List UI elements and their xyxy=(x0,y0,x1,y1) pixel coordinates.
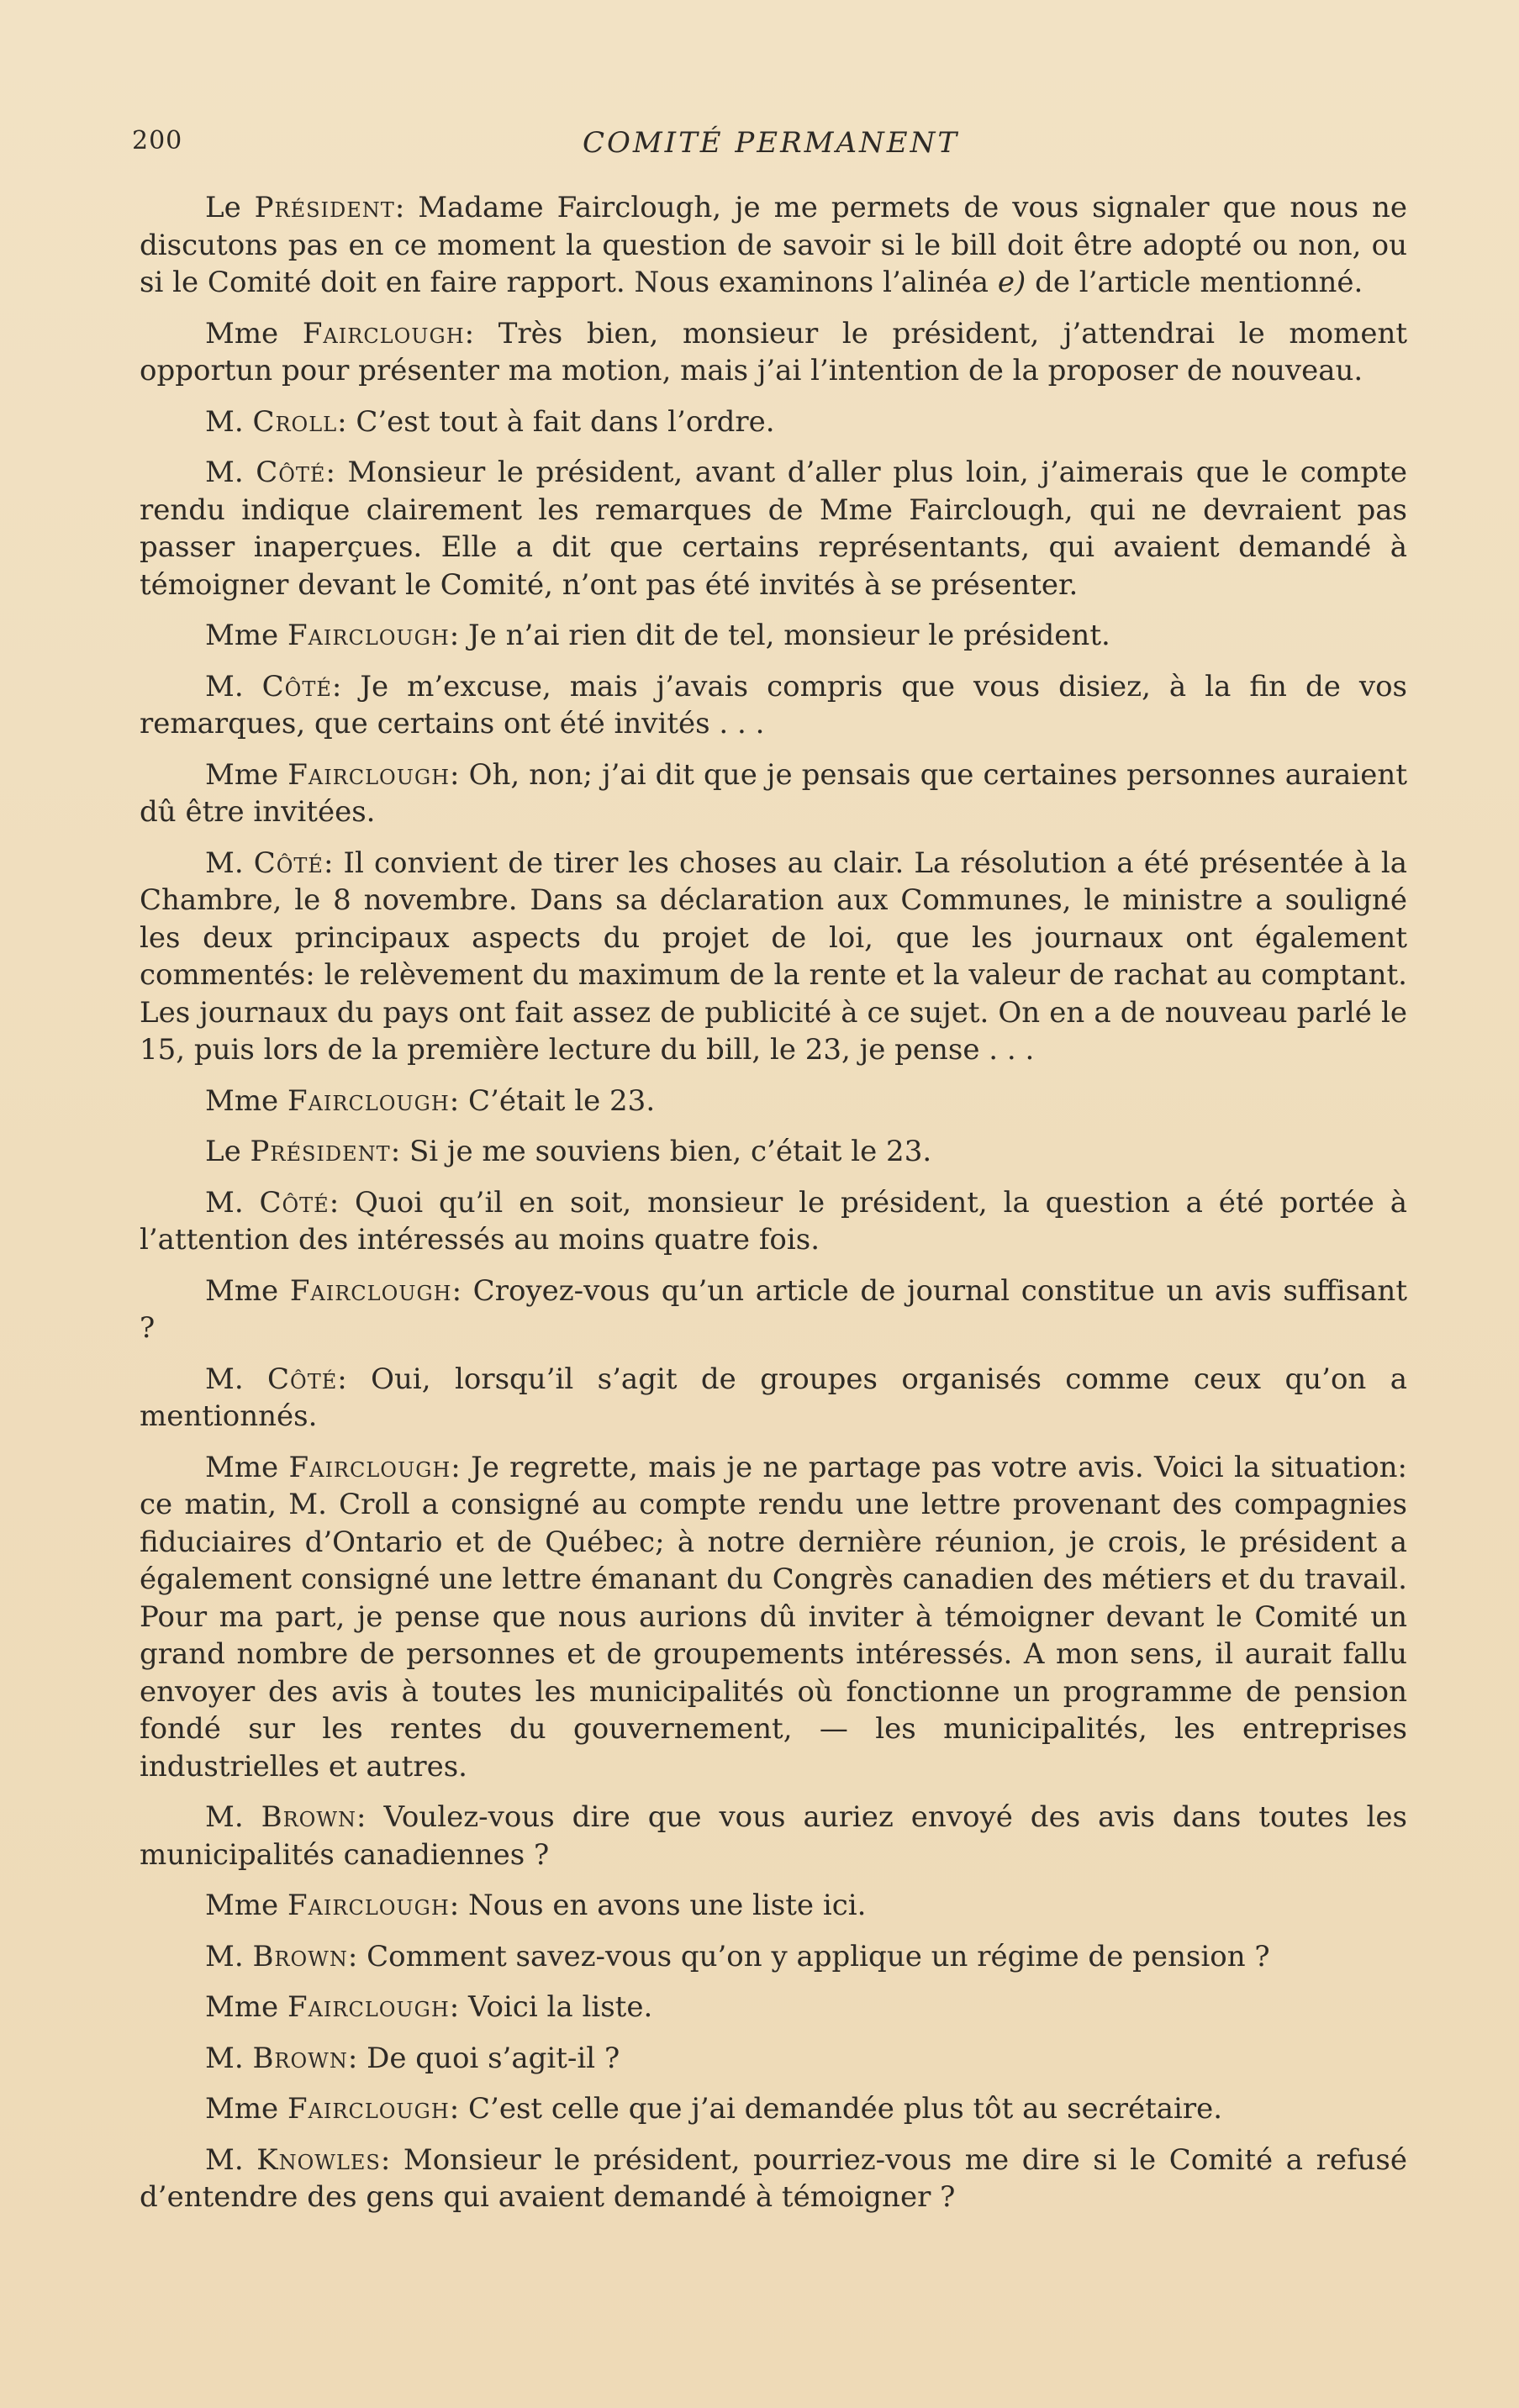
speaker-name: Brown xyxy=(252,2041,348,2075)
speech-paragraph xyxy=(140,1449,1407,1786)
speaker-title: M. xyxy=(205,846,254,880)
speech-paragraph xyxy=(140,1799,1407,1873)
speech-text: : C’est tout à fait dans l’ordre. xyxy=(337,404,775,439)
speaker-name: Fairclough xyxy=(287,757,451,792)
speech-text: : Croyez-vous qu’un article de journal constitue un avis suffisant ? xyxy=(140,1273,1407,1345)
speaker-title: M. xyxy=(205,2142,257,2177)
speech-text: : Je m’excuse, mais j’avais compris que vous disiez, à la fin de vos remarques, que certains ont été invités . . . xyxy=(140,669,1407,740)
speech-paragraph xyxy=(140,668,1407,743)
speaker-title: Mme xyxy=(205,1083,287,1118)
speech-paragraph xyxy=(140,189,1407,302)
speech-paragraph xyxy=(140,2090,1407,2128)
transcript-body xyxy=(140,189,1407,2230)
speaker-title: Mme xyxy=(205,2092,287,2126)
speech-text: : C’est celle que j’ai demandée plus tôt au secrétaire. xyxy=(449,2092,1223,2126)
speech-emphasis: e) xyxy=(997,266,1026,299)
speech-paragraph xyxy=(140,1938,1407,1976)
speech-text-continued: de l’article mentionné. xyxy=(1026,266,1363,299)
speaker-title: M. xyxy=(205,2041,253,2075)
speaker-name: Fairclough xyxy=(287,2092,450,2126)
speaker-name: Fairclough xyxy=(287,1990,450,2024)
speech-text: : Quoi qu’il en soit, monsieur le président, la question a été portée à l’attention des intéressés au moins quatre fois. xyxy=(140,1185,1407,1257)
speaker-title: Mme xyxy=(205,1990,287,2024)
speech-paragraph xyxy=(140,1083,1407,1120)
speaker-name: Fairclough xyxy=(287,1083,450,1118)
speech-text: : Je regrette, mais je ne partage pas votre avis. Voici la situation: ce matin, M. Croll a consigné au compte rendu une lettre provenant des compagnies fiduciaires d’Ontario et de Québec; à notre dernière réunion, je crois, le président a également consigné une lettre émanant du Congrès canadien des métiers et du travail. Pour ma part, je pense que nous aurions dû inviter à témoigner devant le Comité un grand nombre de personnes et de groupements intéressés. A mon sens, il aurait fallu envoyer des avis à toutes les municipalités où fonctionne un programme de pension fondé sur les rentes du gouvernement, — les municipalités, les entreprises industrielles et autres. xyxy=(140,1450,1407,1784)
speaker-name: Fairclough xyxy=(287,1889,450,1922)
speaker-name: Brown xyxy=(252,1939,348,1973)
speech-text: : Voici la liste. xyxy=(449,1990,653,2024)
speech-text: : Si je me souviens bien, c’était le 23. xyxy=(390,1135,932,1168)
speaker-name: Président xyxy=(254,191,395,224)
speaker-title: Mme xyxy=(205,1889,287,1922)
speech-paragraph xyxy=(140,315,1407,390)
speech-paragraph xyxy=(140,403,1407,441)
speaker-name: Côté xyxy=(267,1362,338,1396)
speaker-title: Le xyxy=(205,191,255,224)
speech-text: : Monsieur le président, avant d’aller plus loin, j’aimerais que le compte rendu indique clairement les remarques de Mme Fairclough, qui ne devraient pas passer inaperçues. Elle a dit que certains représentants, qui avaient demandé à témoigner devant le Comité, n’ont pas été invités à se présenter. xyxy=(140,456,1407,602)
speaker-title: Mme xyxy=(205,1273,290,1308)
speaker-title: M. xyxy=(205,669,262,703)
speech-paragraph xyxy=(140,1989,1407,2026)
running-head: COMITÉ PERMANENT xyxy=(582,126,960,160)
speech-text: : De quoi s’agit-il ? xyxy=(347,2041,620,2075)
page-number: 200 xyxy=(132,126,183,155)
speaker-name: Fairclough xyxy=(289,1273,452,1308)
speech-paragraph xyxy=(140,1272,1407,1347)
speaker-name: Côté xyxy=(261,669,332,703)
speaker-title: M. xyxy=(205,1185,260,1220)
speaker-title: M. xyxy=(205,1362,268,1396)
speaker-name: Fairclough xyxy=(287,619,450,652)
speech-paragraph xyxy=(140,756,1407,831)
speech-paragraph xyxy=(140,2040,1407,2078)
speaker-title: Mme xyxy=(205,619,287,652)
speaker-name: Côté xyxy=(253,846,324,880)
speech-text: : C’était le 23. xyxy=(449,1083,656,1118)
page-header xyxy=(132,126,1410,168)
speech-text: : Comment savez-vous qu’on y applique un régime de pension ? xyxy=(347,1939,1270,1973)
speech-paragraph xyxy=(140,2142,1407,2216)
speech-text: : Oui, lorsqu’il s’agit de groupes organisés comme ceux qu’on a mentionnés. xyxy=(140,1362,1407,1433)
speaker-name: Côté xyxy=(259,1185,330,1220)
speech-text: : Il convient de tirer les choses au clair. La résolution a été présentée à la Chambre, le 8 novembre. Dans sa déclaration aux Communes, le ministre a souligné les deux principaux aspects du projet de loi, que les journaux ont également commentés: le relèvement du maximum de la rente et la valeur de rachat au comptant. Les journaux du pays ont fait assez de publicité à ce sujet. On en a de nouveau parlé le 15, puis lors de la première lecture du bill, le 23, je pense . . . xyxy=(140,846,1407,1067)
speech-paragraph xyxy=(140,845,1407,1069)
speaker-title: Mme xyxy=(205,316,303,350)
speech-text: : Madame Fairclough, je me permets de vous signaler que nous ne discutons pas en ce moment la question de savoir si le bill doit être adopté ou non, ou si le Comité doit en faire rapport. Nous examinons l’alinéa xyxy=(140,191,1407,299)
speaker-name: Fairclough xyxy=(288,1450,451,1484)
speaker-name: Côté xyxy=(256,456,326,489)
speech-text: : Je n’ai rien dit de tel, monsieur le président. xyxy=(449,619,1110,652)
speaker-name: Président xyxy=(250,1135,391,1168)
speaker-name: Croll xyxy=(252,404,338,439)
speech-text: : Oh, non; j’ai dit que je pensais que certaines personnes auraient dû être invitées. xyxy=(140,757,1407,829)
speaker-title: M. xyxy=(205,1800,261,1834)
speaker-title: M. xyxy=(205,1939,253,1973)
speaker-title: M. xyxy=(205,404,253,439)
speaker-title: Mme xyxy=(205,757,288,792)
speech-paragraph xyxy=(140,617,1407,655)
speaker-title: Mme xyxy=(205,1450,289,1484)
speaker-name: Fairclough xyxy=(302,316,465,350)
speaker-title: M. xyxy=(205,456,256,489)
speech-paragraph xyxy=(140,1887,1407,1925)
speaker-name: Brown xyxy=(261,1800,357,1834)
speech-text: : Nous en avons une liste ici. xyxy=(449,1889,867,1922)
speech-paragraph xyxy=(140,1133,1407,1171)
speech-text: : Très bien, monsieur le président, j’attendrai le moment opportun pour présenter ma motion, mais j’ai l’intention de la proposer de nouveau. xyxy=(140,316,1408,387)
speaker-name: Knowles xyxy=(256,2142,381,2177)
speech-paragraph xyxy=(140,454,1407,603)
speaker-title: Le xyxy=(205,1135,251,1168)
speech-text: : Voulez-vous dire que vous auriez envoyé des avis dans toutes les municipalités canadiennes ? xyxy=(140,1800,1407,1872)
speech-paragraph xyxy=(140,1361,1407,1436)
speech-paragraph xyxy=(140,1184,1407,1259)
speech-text: : Monsieur le président, pourriez-vous me dire si le Comité a refusé d’entendre des gens qui avaient demandé à témoigner ? xyxy=(140,2142,1407,2214)
